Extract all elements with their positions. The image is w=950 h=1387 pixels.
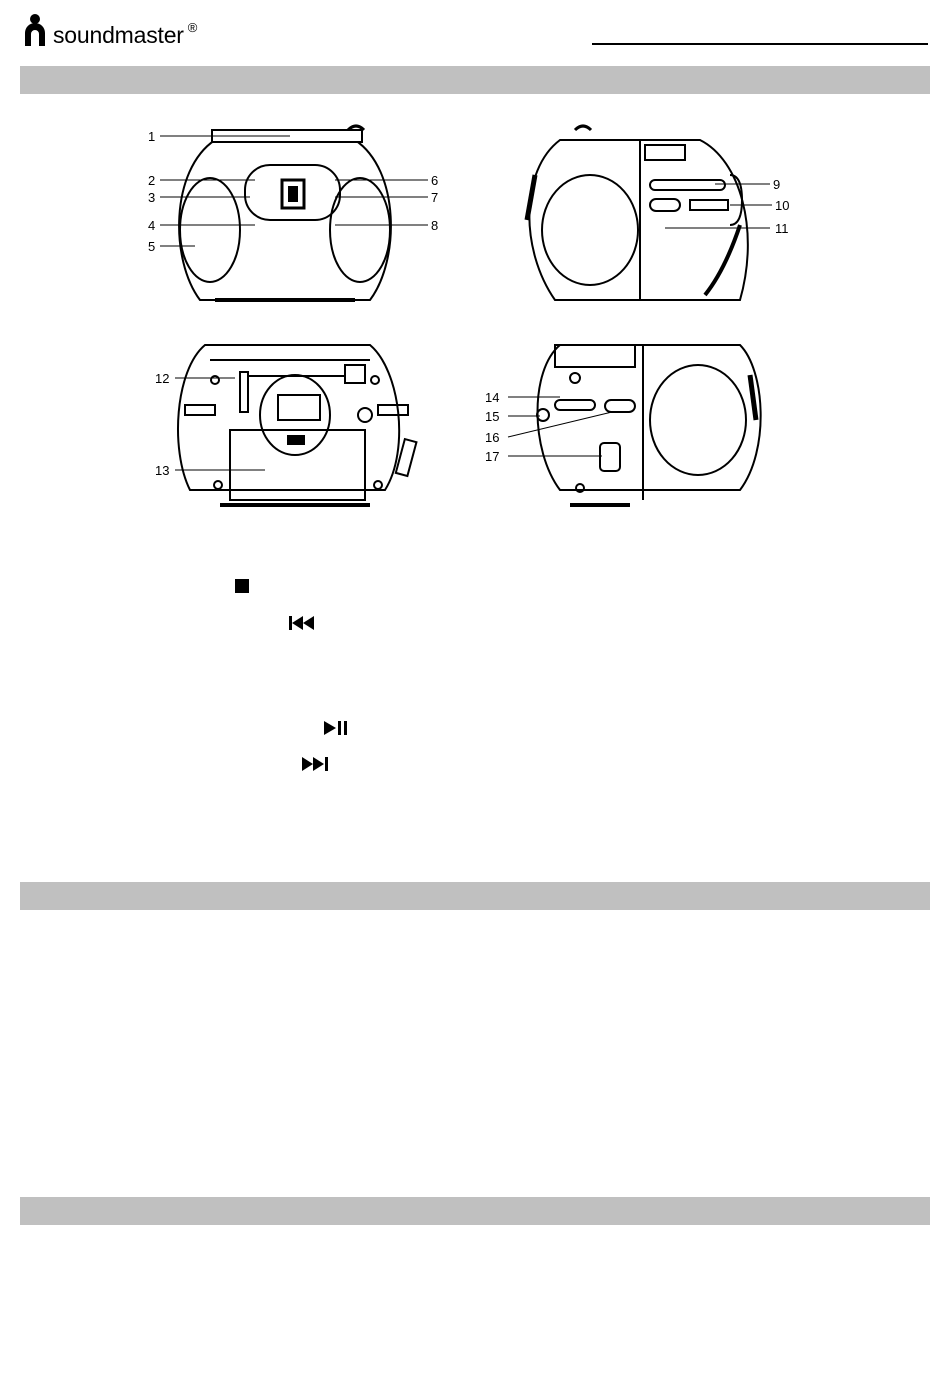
callout-13: 13: [155, 463, 170, 478]
front-view-drawing: [179, 126, 391, 300]
callout-1: 1: [148, 129, 156, 144]
callout-15: 15: [485, 409, 500, 424]
stop-icon: [234, 578, 250, 594]
play-pause-icon: [323, 720, 349, 736]
callout-3: 3: [148, 190, 156, 205]
callout-17: 17: [485, 449, 500, 464]
callout-8: 8: [431, 218, 439, 233]
side-view-drawing: [527, 126, 748, 300]
soundmaster-logo-icon: [22, 13, 50, 47]
callout-16: 16: [485, 430, 500, 445]
section-bar-2: [20, 882, 930, 910]
callout-7: 7: [431, 190, 439, 205]
callout-9: 9: [773, 177, 781, 192]
next-track-icon: [301, 756, 331, 772]
callout-2: 2: [148, 173, 156, 188]
soundmaster-logo: [22, 13, 197, 49]
callout-11: 11: [775, 221, 789, 236]
side-view-2-drawing: [537, 345, 761, 505]
callout-10: 10: [775, 198, 790, 213]
back-view-drawing: [178, 345, 416, 505]
page-header: [20, 8, 930, 48]
callout-4: 4: [148, 218, 156, 233]
device-diagram: [0, 110, 950, 530]
registered-mark: ®: [187, 20, 198, 35]
brand-name: soundmaster: [53, 22, 184, 48]
callout-5: 5: [148, 239, 156, 254]
section-bar-3: [20, 1197, 930, 1225]
callout-6: 6: [431, 173, 439, 188]
callout-12: 12: [155, 371, 170, 386]
callout-14: 14: [485, 390, 500, 405]
header-rule: [592, 43, 928, 45]
previous-track-icon: [289, 615, 317, 631]
section-bar-1: [20, 66, 930, 94]
